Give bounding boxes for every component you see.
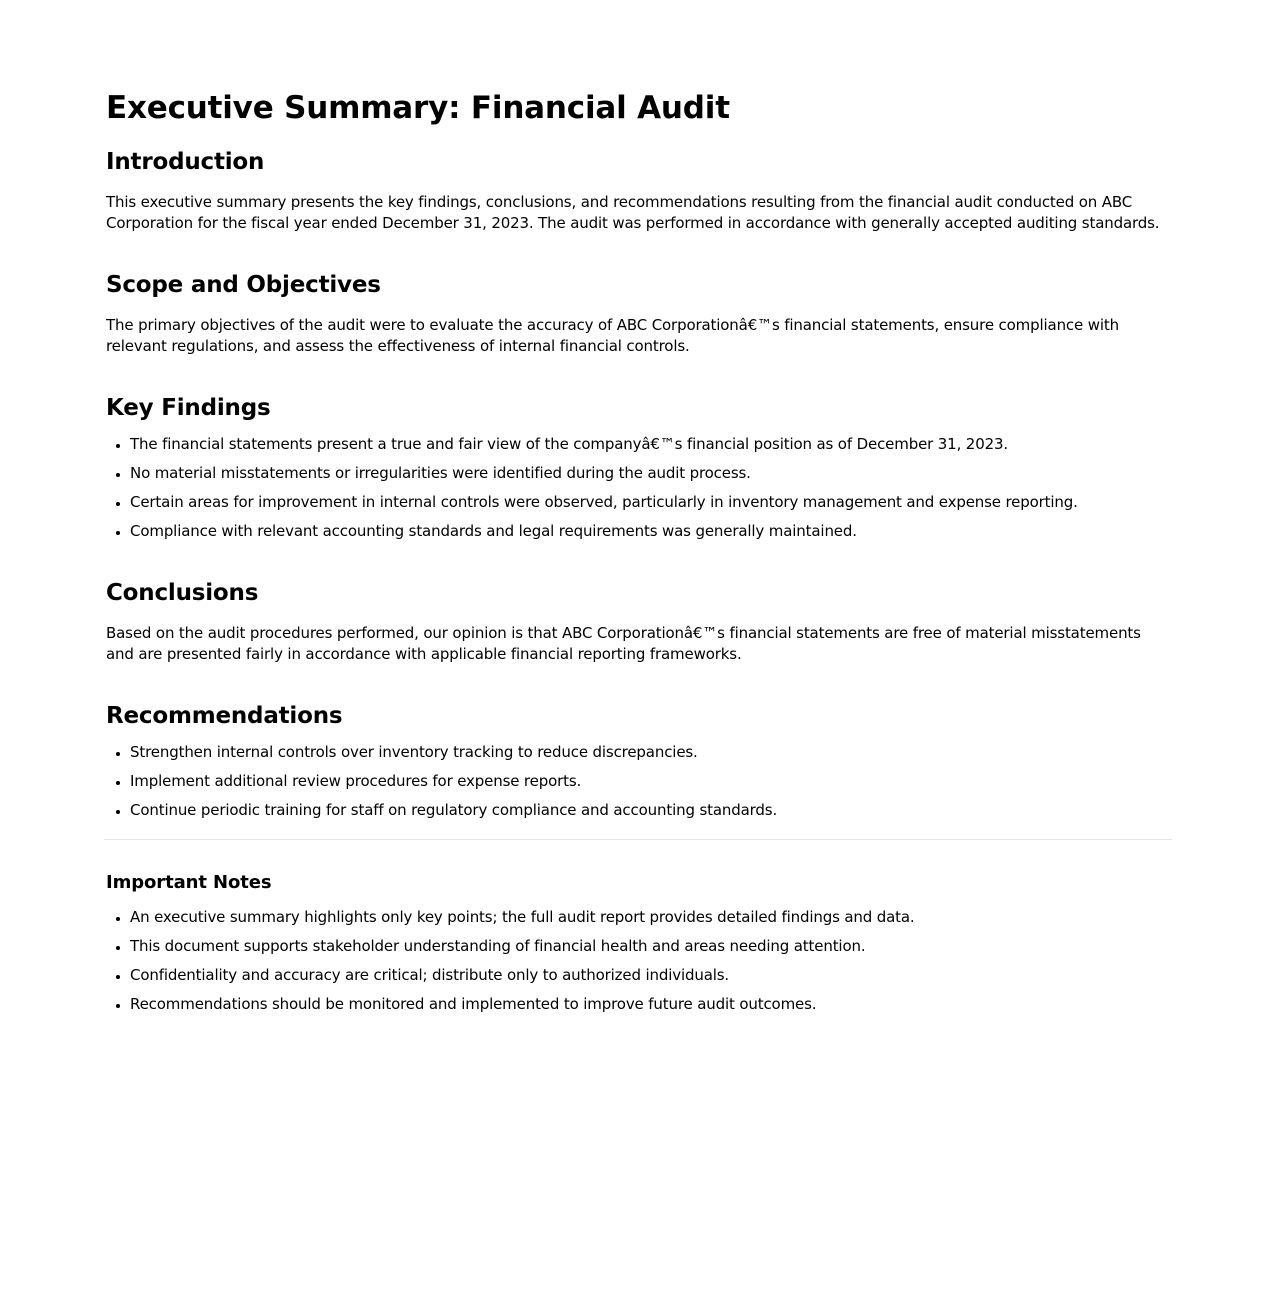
section-scope xyxy=(106,270,1172,357)
important-notes-list xyxy=(106,907,1172,1015)
scope-body: The primary objectives of the audit were to evaluate the accuracy of ABC Corporationâ€™s financial statements, ensure compliance with relevant regulations, and assess the effectiveness of internal financial controls. xyxy=(106,316,1119,355)
recommendations-list xyxy=(106,742,1172,821)
conclusions-body: Based on the audit procedures performed, our opinion is that ABC Corporationâ€™s financial statements are free of material misstatements and are presented fairly in accordance with applicable financial reporting frameworks. xyxy=(106,624,1141,663)
list-item: • This document supports stakeholder understanding of financial health and areas needing attention. xyxy=(130,936,1172,957)
list-item: • Confidentiality and accuracy are critical; distribute only to authorized individuals. xyxy=(130,965,1172,986)
list-item: • An executive summary highlights only key points; the full audit report provides detailed findings and data. xyxy=(130,907,1172,928)
section-divider xyxy=(104,839,1172,840)
section-recommendations xyxy=(106,701,1172,821)
conclusions-heading: Conclusions xyxy=(106,580,259,606)
page-title: Executive Summary: Financial Audit xyxy=(106,90,730,126)
list-item: • The financial statements present a true and fair view of the companyâ€™s financial position as of December 31, 2023. xyxy=(130,434,1172,455)
section-conclusions xyxy=(106,578,1172,665)
recommendations-heading: Recommendations xyxy=(106,703,343,729)
list-item: • No material misstatements or irregularities were identified during the audit process. xyxy=(130,463,1172,484)
introduction-body: This executive summary presents the key findings, conclusions, and recommendations resulting from the financial audit conducted on ABC Corporation for the fiscal year ended December 31, 2023. The audit was performed in accordance with generally accepted auditing standards. xyxy=(106,193,1160,232)
scope-heading: Scope and Objectives xyxy=(106,272,381,298)
section-introduction xyxy=(106,147,1172,234)
list-item: • Compliance with relevant accounting standards and legal requirements was generally maintained. xyxy=(130,521,1172,542)
important-notes-heading: Important Notes xyxy=(106,872,272,893)
document xyxy=(106,0,1172,1015)
list-item: • Certain areas for improvement in internal controls were observed, particularly in inventory management and expense reporting. xyxy=(130,492,1172,513)
list-item: • Recommendations should be monitored and implemented to improve future audit outcomes. xyxy=(130,994,1172,1015)
key-findings-heading: Key Findings xyxy=(106,395,271,421)
introduction-heading: Introduction xyxy=(106,149,265,175)
list-item: • Implement additional review procedures for expense reports. xyxy=(130,771,1172,792)
key-findings-list xyxy=(106,434,1172,542)
section-important-notes xyxy=(106,871,1172,1015)
list-item: • Strengthen internal controls over inventory tracking to reduce discrepancies. xyxy=(130,742,1172,763)
list-item: • Continue periodic training for staff on regulatory compliance and accounting standards. xyxy=(130,800,1172,821)
section-key-findings xyxy=(106,393,1172,542)
